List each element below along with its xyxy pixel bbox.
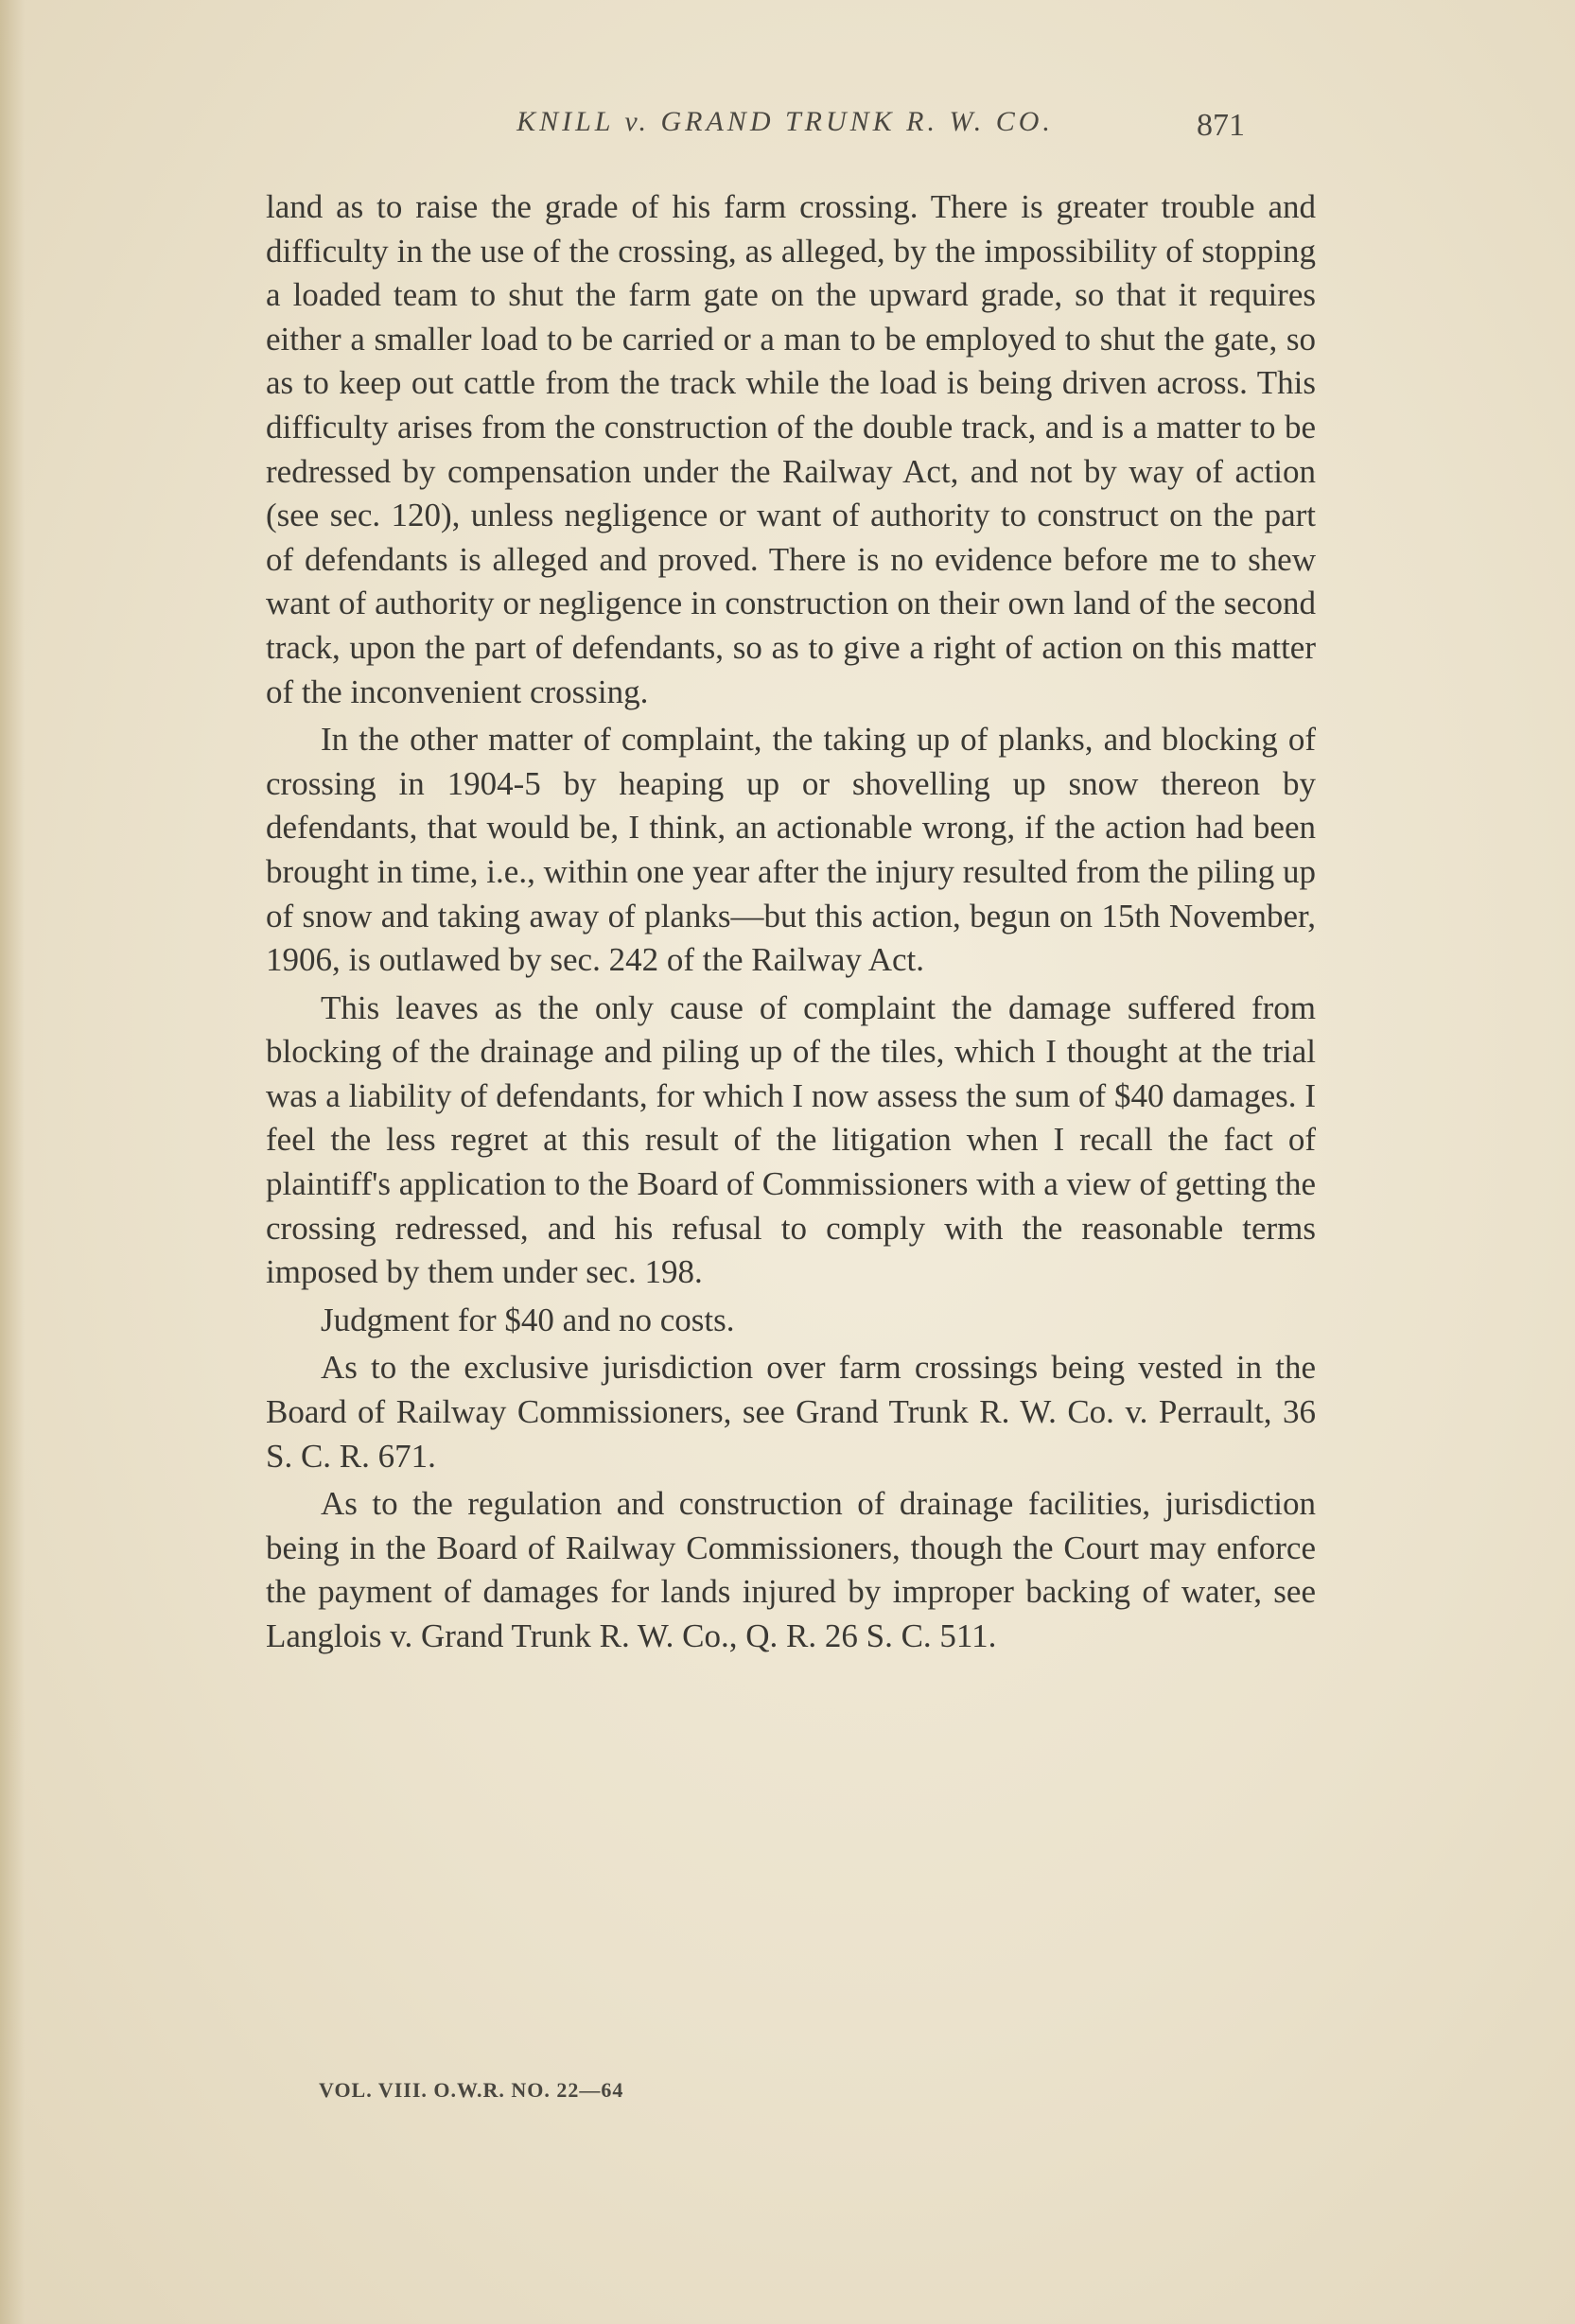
paragraph-continuation: land as to raise the grade of his farm crossing. There is greater trouble and difficulty in the use of the crossing, as alleged, by the impossibility of stopping a loaded team to shut the farm gate on the upward grade, so that it requires either a smaller load to be carried or a man to be employed to shut the gate, so as to keep out cattle from the track while the load is being driven across. This difficulty arises from the construction of the double track, and is a matter to be redressed by compensation under the Railway Act, and not by way of action (see sec. 120), unless negligence or want of authority to construct on the part of defendants is alleged and proved. There is no evidence before me to shew want of authority or negligence in construction on their own land of the second track, upon the part of defendants, so as to give a right of action on this matter of the inconvenient crossing. <box>266 188 1316 710</box>
page-binding-edge <box>0 0 25 2324</box>
paragraph-drainage-damages: This leaves as the only cause of complaint the damage suffered from blocking of the drainage and piling up of the tiles, which I thought at the trial was a liability of defendants, for which I now assess the sum of $40 damages. I feel the less regret at this result of the litigation when I recall the fact of plaintiff's application to the Board of Commissioners with a view of getting the crossing redressed, and his refusal to comply with the reasonable terms imposed by them under sec. 198. <box>266 988 1316 1291</box>
paragraph-note-drainage: As to the regulation and construction of drainage facilities, jurisdiction being in the Board of Railway Commissioners, though the Court may enforce the payment of damages for lands injured by improper backing of water, see Langlois v. Grand Trunk R. W. Co., Q. R. 26 S. C. 511. <box>266 1485 1316 1654</box>
paragraph-planks-complaint: In the other matter of complaint, the taking up of planks, and blocking of crossing in 1904-5 by heaping up or shovelling up snow thereon by defendants, that would be, I think, an actionable wrong, if the action had been brought in time, i.e., within one year after the injury resulted from the piling up of snow and taking away of planks—but this action, begun on 15th November, 1906, is outlawed by sec. 242 of the Railway Act. <box>266 721 1317 979</box>
running-head-title: KNILL v. GRAND TRUNK R. W. CO. <box>516 106 1054 137</box>
footer-signature: VOL. VIII. O.W.R. NO. 22—64 <box>319 2078 624 2102</box>
paragraph-judgment: Judgment for $40 and no costs. <box>321 1301 735 1338</box>
paragraph-note-farm-crossings: As to the exclusive jurisdiction over farm crossings being vested in the Board of Railway Commissioners, see Grand Trunk R. W. Co. v. Perrault, 36 S. C. R. 671. <box>266 1349 1316 1475</box>
body-text <box>266 185 1316 1659</box>
page-number: 871 <box>1197 108 1245 143</box>
